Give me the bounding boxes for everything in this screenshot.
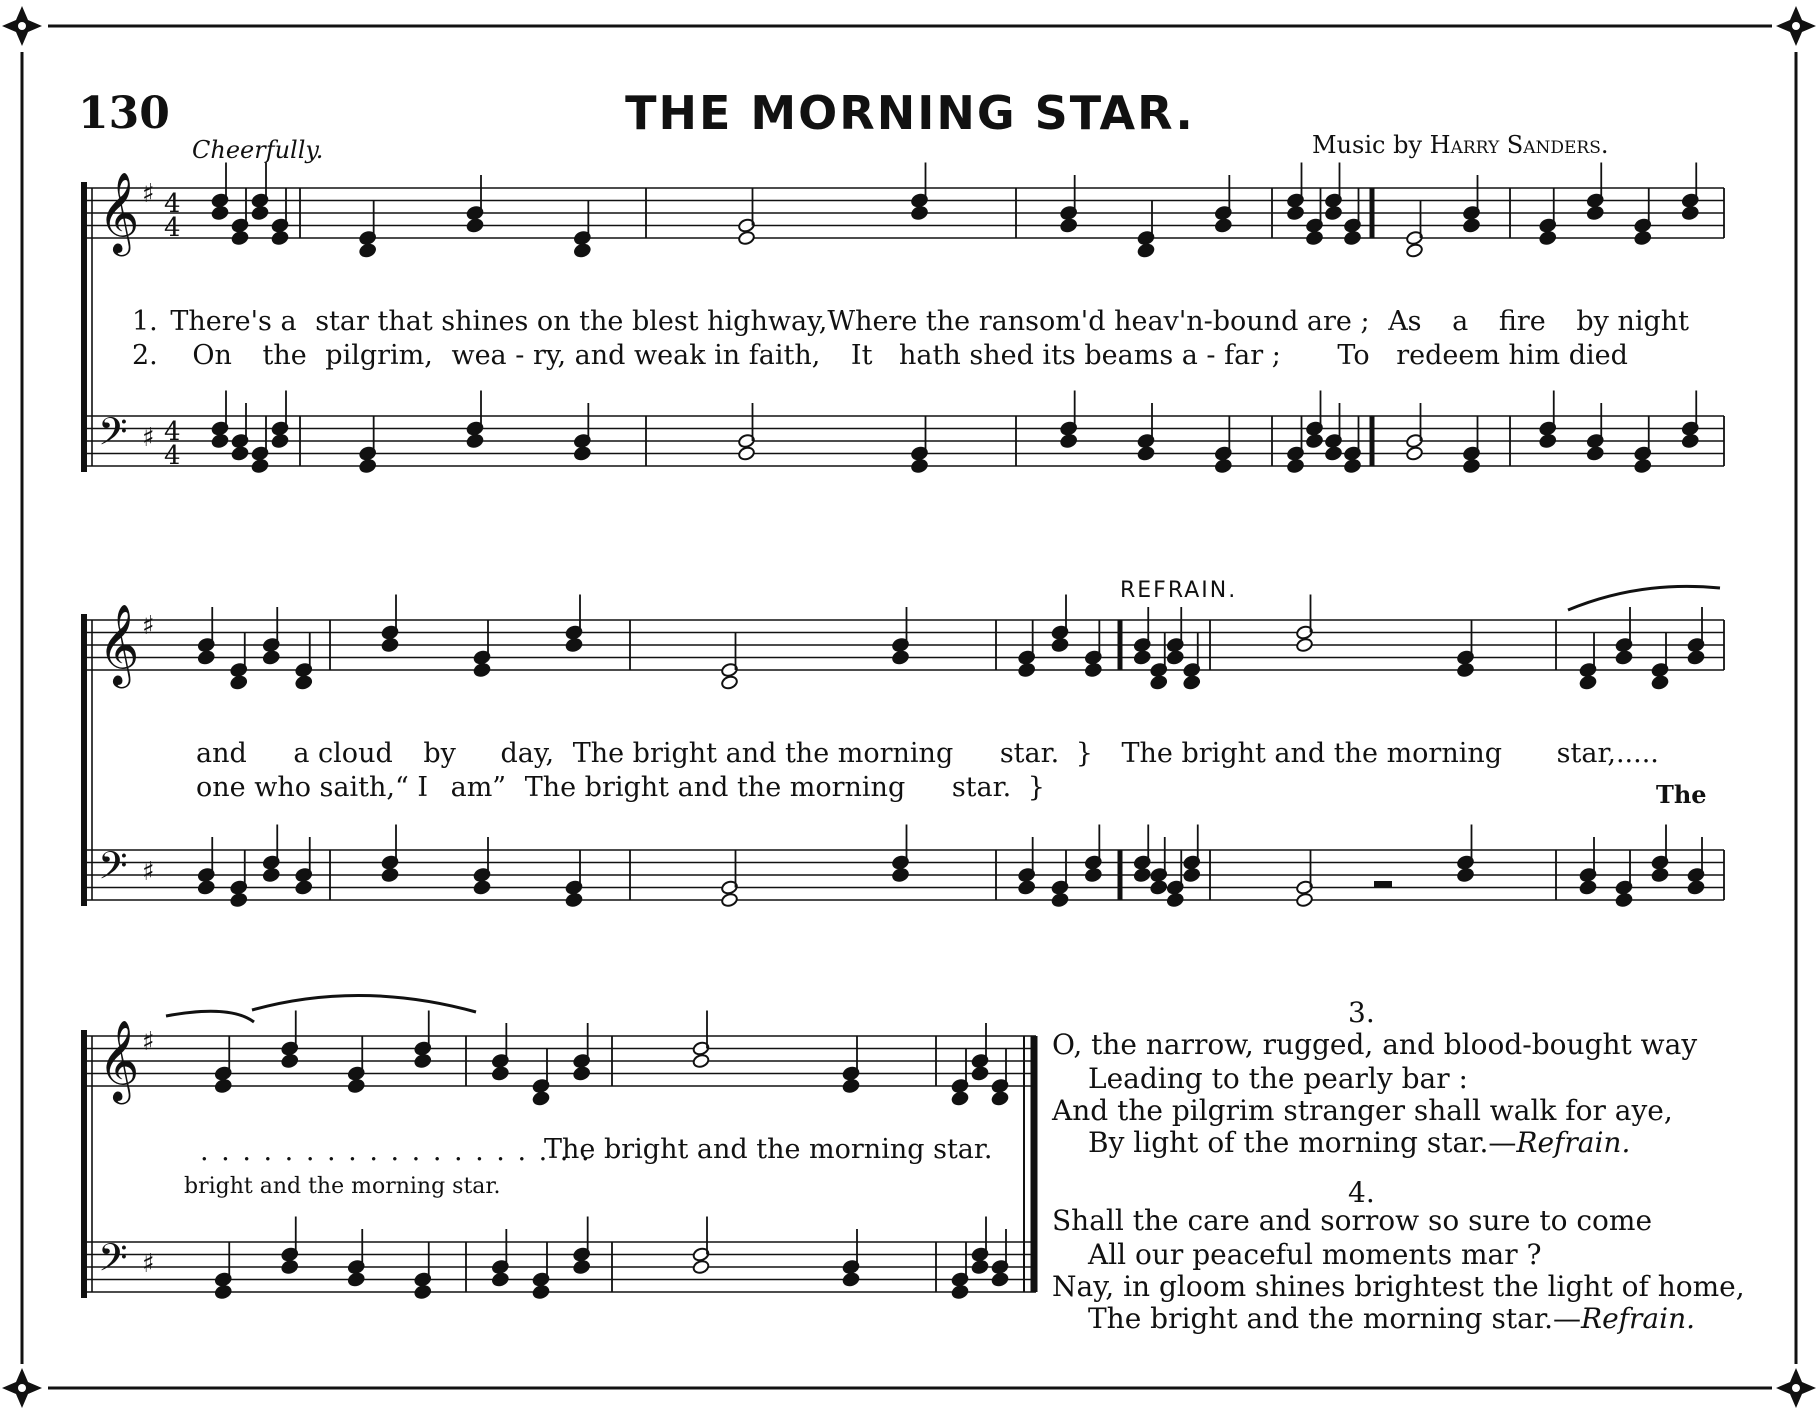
note (1539, 433, 1557, 448)
lyric-word: a cloud (293, 738, 393, 769)
note (1287, 205, 1305, 220)
note (1651, 675, 1669, 690)
note (1166, 892, 1184, 907)
verse-3-line-2: Leading to the pearly bar : (1088, 1062, 1468, 1095)
lyric-word: the (262, 340, 307, 371)
note (1344, 458, 1362, 473)
note (1651, 867, 1669, 882)
note (573, 243, 591, 258)
note (1084, 662, 1102, 677)
verse-4-line-1: Shall the care and sorrow so sure to come (1052, 1204, 1653, 1237)
verse-3-line-4 (1088, 1126, 1630, 1159)
slur (252, 995, 476, 1012)
lyric-word: There's a (170, 306, 297, 337)
note (1634, 230, 1652, 245)
slur (166, 1011, 254, 1022)
note (1687, 650, 1705, 665)
note (1306, 230, 1324, 245)
lyric-the: The (1656, 780, 1707, 809)
lyric-word: a (1452, 306, 1469, 337)
note (211, 433, 229, 448)
note (214, 1078, 232, 1093)
note (231, 230, 249, 245)
lyric-dots: . . . . . . . . . . . . . . . . . . . (200, 1136, 592, 1167)
note (1615, 892, 1633, 907)
note (991, 1272, 1009, 1287)
note (359, 243, 377, 258)
lyric-word: The bright and the morning (572, 738, 954, 769)
note (1183, 867, 1201, 882)
composer-name: Harry Sanders. (1429, 131, 1609, 159)
note (491, 1066, 509, 1081)
slur (1568, 586, 1720, 610)
note (1051, 637, 1069, 652)
note (1463, 458, 1481, 473)
note (1615, 650, 1633, 665)
note (971, 1259, 989, 1274)
lyric-word: 2. (132, 340, 158, 371)
note (692, 1053, 710, 1068)
lyric-word: star. (999, 738, 1060, 769)
lyric-verse-1 (132, 306, 1689, 337)
note (381, 867, 399, 882)
lyric-word: As (1388, 306, 1422, 337)
refrain-cue: Refrain. (1581, 1302, 1696, 1335)
note (911, 205, 929, 220)
note (738, 230, 756, 245)
note (1133, 650, 1151, 665)
lyric-word: one who saith,“ I (196, 772, 429, 803)
note (262, 867, 280, 882)
lyric-word: day, (500, 738, 555, 769)
note (1018, 880, 1036, 895)
verse-4-line-2: All our peaceful moments mar ? (1088, 1238, 1542, 1271)
note (1296, 892, 1314, 907)
note (892, 650, 910, 665)
note (295, 675, 313, 690)
verse-3-number: 3. (1348, 996, 1375, 1029)
verse-line-text: The bright and the morning star.— (1088, 1302, 1582, 1335)
key-signature-sharp: ♯ (142, 1249, 155, 1279)
lyric-word: am” (450, 772, 507, 803)
key-signature-sharp: ♯ (142, 857, 155, 887)
note (466, 218, 484, 233)
lyric-word: pilgrim, (325, 340, 433, 371)
lyric-word: star. (951, 772, 1012, 803)
note (1214, 218, 1232, 233)
note (1406, 243, 1424, 258)
refrain-cue: Refrain. (1516, 1126, 1631, 1159)
note (1150, 675, 1168, 690)
note (466, 433, 484, 448)
note (1060, 433, 1078, 448)
rest (1374, 881, 1392, 887)
note (1137, 243, 1155, 258)
time-signature: 4 (164, 441, 181, 471)
note (911, 458, 929, 473)
note (381, 637, 399, 652)
key-signature-sharp: ♯ (142, 179, 155, 209)
note (1150, 880, 1168, 895)
note (1018, 662, 1036, 677)
note (251, 458, 269, 473)
note (692, 1259, 710, 1274)
lyric-system-3: The bright and the morning star. (544, 1134, 993, 1165)
note (1296, 637, 1314, 652)
note (281, 1053, 299, 1068)
note (295, 880, 313, 895)
note (1084, 867, 1102, 882)
note (573, 1066, 591, 1081)
lyric-word: On (192, 340, 232, 371)
verse-3-line-3: And the pilgrim stranger shall walk for aye, (1052, 1094, 1673, 1127)
time-signature: 4 (164, 189, 181, 219)
note (414, 1053, 432, 1068)
lyric-word: 1. (132, 306, 158, 337)
note (1681, 205, 1699, 220)
note (1463, 218, 1481, 233)
note (1137, 446, 1155, 461)
note (211, 205, 229, 220)
note (1634, 458, 1652, 473)
note (532, 1284, 550, 1299)
note (230, 675, 248, 690)
note (1579, 675, 1597, 690)
note (271, 433, 289, 448)
lyric-word: Where the ransom'd heav'n-bound are ; (827, 306, 1370, 337)
lyric-word: It (850, 340, 873, 371)
treble-clef: 𝄞 (98, 171, 140, 253)
lyric-word: by (423, 738, 456, 769)
key-signature-sharp: ♯ (142, 1027, 155, 1057)
note (565, 637, 583, 652)
lyric-word: wea - ry, and weak in faith, (451, 340, 821, 371)
lyric-word: redeem him died (1396, 340, 1628, 371)
treble-clef: 𝄞 (98, 1019, 140, 1101)
note (1457, 867, 1475, 882)
note (1406, 446, 1424, 461)
note (473, 662, 491, 677)
verse-4-number: 4. (1348, 1176, 1375, 1209)
lyric-verse-2-cont (196, 772, 1045, 803)
note (892, 867, 910, 882)
tempo-marking: Cheerfully. (192, 136, 324, 164)
note (1586, 446, 1604, 461)
lyric-brace: } (1075, 738, 1093, 769)
page-number: 130 (78, 88, 170, 139)
note (1579, 880, 1597, 895)
note (214, 1284, 232, 1299)
note (991, 1091, 1009, 1106)
note (951, 1091, 969, 1106)
note (842, 1272, 860, 1287)
bass-clef: 𝄢 (98, 843, 128, 897)
lyric-verse-1-cont (196, 738, 1659, 769)
note (1306, 433, 1324, 448)
verse-4-line-4 (1088, 1302, 1695, 1335)
page-title: THE MORNING STAR. (625, 86, 1195, 140)
note (251, 205, 269, 220)
note (414, 1284, 432, 1299)
note (738, 446, 756, 461)
note (1214, 458, 1232, 473)
note (1344, 230, 1362, 245)
note (1287, 458, 1305, 473)
note (231, 446, 249, 461)
verse-line-text: By light of the morning star.— (1088, 1126, 1517, 1159)
note (573, 1259, 591, 1274)
note (951, 1284, 969, 1299)
note (1325, 205, 1343, 220)
lyric-brace: } (1027, 772, 1045, 803)
lyric-word: To (1337, 340, 1370, 371)
refrain-label: REFRAIN. (1120, 578, 1238, 603)
key-signature-sharp: ♯ (142, 423, 155, 453)
note (1325, 446, 1343, 461)
key-signature-sharp: ♯ (142, 611, 155, 641)
bass-clef: 𝄢 (98, 1235, 128, 1289)
note (1687, 880, 1705, 895)
lyric-word: The bright and the morning (524, 772, 906, 803)
note (197, 880, 215, 895)
note (281, 1259, 299, 1274)
note (721, 675, 739, 690)
note (1051, 892, 1069, 907)
treble-clef: 𝄞 (98, 603, 140, 685)
note (842, 1078, 860, 1093)
lyric-word: The bright and the morning (1121, 738, 1503, 769)
note (347, 1272, 365, 1287)
note (473, 880, 491, 895)
lyric-word: and (196, 738, 247, 769)
note (262, 650, 280, 665)
note (532, 1091, 550, 1106)
note (573, 446, 591, 461)
note (565, 892, 583, 907)
note (1586, 205, 1604, 220)
time-signature: 4 (164, 417, 181, 447)
note (971, 1066, 989, 1081)
lyric-word: by night (1576, 306, 1690, 337)
lyric-word: hath shed its beams a - far ; (899, 340, 1281, 371)
note (1133, 867, 1151, 882)
lyric-word: star,..... (1556, 738, 1659, 769)
note (359, 458, 377, 473)
note (1060, 218, 1078, 233)
note (1681, 433, 1699, 448)
note (1457, 662, 1475, 677)
credit-prefix: Music by (1312, 131, 1430, 159)
note (197, 650, 215, 665)
note (1539, 230, 1557, 245)
lyric-verse-2 (132, 340, 1628, 371)
note (347, 1078, 365, 1093)
note (271, 230, 289, 245)
note (230, 892, 248, 907)
lyric-word: fire (1498, 306, 1546, 337)
time-signature: 4 (164, 213, 181, 243)
note (1183, 675, 1201, 690)
note (721, 892, 739, 907)
lyric-word: star that shines on the blest highway, (315, 306, 828, 337)
verse-4-line-3: Nay, in gloom shines brightest the light of home, (1052, 1270, 1745, 1303)
bass-clef: 𝄢 (98, 409, 128, 463)
lyric-system-3-lower: bright and the morning star. (184, 1174, 501, 1199)
verse-3-line-1: O, the narrow, rugged, and blood-bought way (1052, 1028, 1698, 1061)
note (491, 1272, 509, 1287)
note (1166, 650, 1184, 665)
